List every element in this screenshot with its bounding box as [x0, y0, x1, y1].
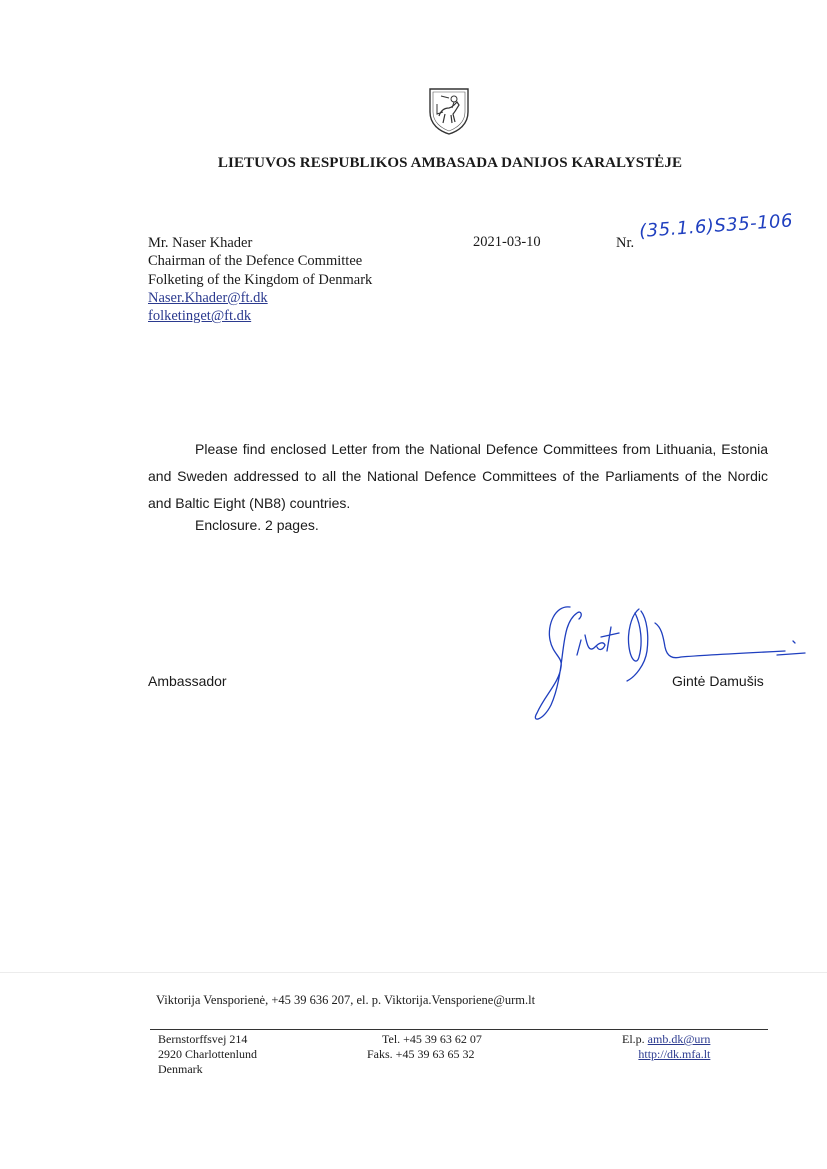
- body-paragraph: Please find enclosed Letter from the National Defence Committees from Lithuania, Estonia and Sweden addressed to all the National Defence Committees of the Parliaments of the Nordic and Baltic Eight (NB8) countries.: [148, 441, 768, 511]
- address-street: Bernstorffsvej 214: [158, 1032, 248, 1046]
- footer-separator: [0, 972, 827, 973]
- fax-number: Faks. +45 39 63 65 32: [367, 1047, 475, 1061]
- embassy-email-link[interactable]: amb.dk@urn: [647, 1032, 711, 1046]
- recipient-position: Chairman of the Defence Committee: [148, 253, 363, 270]
- letter-date: 2021-03-10: [473, 234, 541, 250]
- recipient-email-link-1[interactable]: Naser.Khader@ft.dk: [148, 289, 268, 306]
- signer-name: Gintė Damušis: [672, 673, 764, 689]
- reference-number-label: Nr.: [616, 235, 635, 251]
- address-city: 2920 Charlottenlund: [158, 1047, 257, 1061]
- contact-person: Viktorija Vensporienė, +45 39 636 207, el. p. Viktorija.Vensporiene@urm.lt: [156, 993, 536, 1007]
- embassy-website-link[interactable]: http://dk.mfa.lt: [638, 1047, 711, 1061]
- telephone-number: Tel. +45 39 63 62 07: [382, 1032, 482, 1046]
- address-country: Denmark: [158, 1062, 203, 1076]
- recipient-organisation: Folketing of the Kingdom of Denmark: [148, 271, 373, 288]
- enclosure-note: Enclosure. 2 pages.: [195, 517, 319, 533]
- email-label: El.p.: [622, 1032, 645, 1046]
- recipient-email-link-2[interactable]: folketinget@ft.dk: [148, 308, 252, 325]
- signer-title: Ambassador: [148, 673, 227, 689]
- recipient-address: [148, 234, 372, 325]
- embassy-heading: LIETUVOS RESPUBLIKOS AMBASADA DANIJOS KARALYSTĖJE: [217, 155, 683, 171]
- recipient-name: Mr. Naser Khader: [148, 235, 253, 251]
- handwritten-reference-number: (35.1.6)S35-106: [638, 210, 794, 242]
- embassy-phone-fax: [367, 1032, 482, 1062]
- embassy-address: [158, 1032, 257, 1077]
- letter-body: [148, 436, 768, 517]
- coat-of-arms-icon: [427, 86, 471, 136]
- embassy-online: [622, 1032, 710, 1062]
- handwritten-signature: [515, 595, 815, 725]
- footer-rule: [150, 1029, 768, 1030]
